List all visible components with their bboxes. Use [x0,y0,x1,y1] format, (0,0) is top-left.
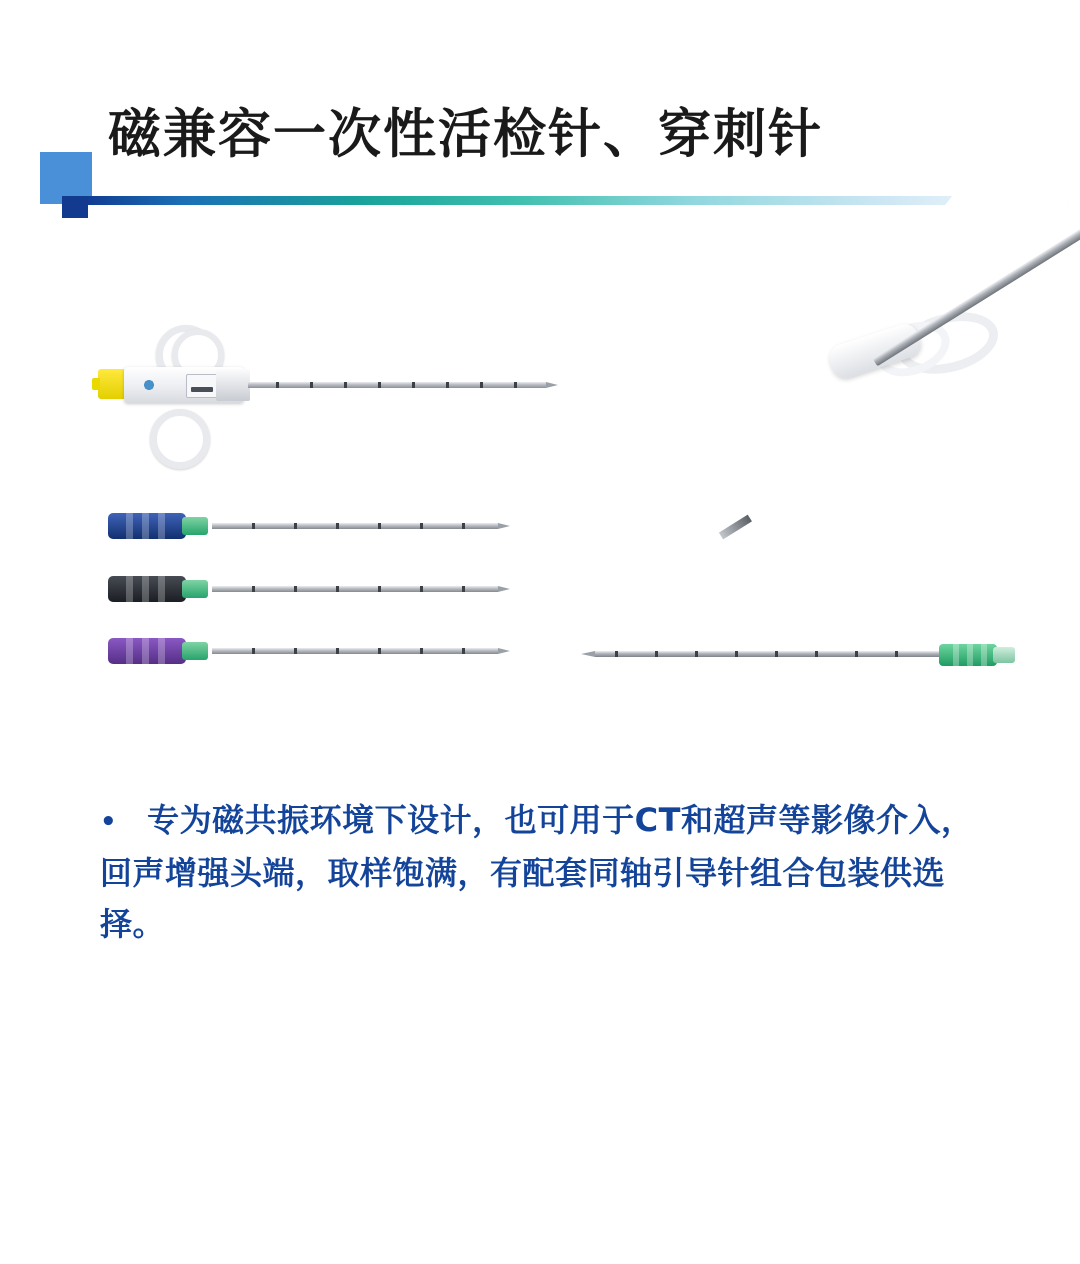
needle-shaft [212,523,498,529]
coaxial-needle-blue [108,505,508,545]
gun-needle-tip [546,382,558,388]
angled-needle-tip [719,515,752,540]
coaxial-needle-purple [108,630,508,670]
gun-brand-logo-icon [142,378,176,392]
angled-puncture-needle [575,300,1015,560]
long-needle-tip [581,651,595,657]
biopsy-gun [98,325,548,465]
product-photo [0,280,1080,740]
description-paragraph [100,795,980,950]
needle-hub-cap-green [182,642,208,660]
needle-hub-cap-green [182,580,208,598]
needle-hub-black [108,576,186,602]
needle-tip [498,586,510,592]
needle-tip [498,523,510,529]
bullet-icon: • [100,806,118,837]
divider-cap [62,196,88,218]
long-needle-hub-cap [993,647,1015,663]
page-header [0,0,1080,230]
gun-control-window [186,374,218,398]
gun-needle-shaft [248,382,546,388]
long-needle-shaft [595,651,945,657]
needle-hub-cap-green [182,517,208,535]
needle-tip [498,648,510,654]
needle-shaft [212,586,498,592]
gradient-divider [62,196,1072,205]
divider-slant-mask [937,186,1080,216]
description-text: 专为磁共振环境下设计，也可用于CT和超声等影像介入，回声增强头端，取样饱满，有配套同轴引导针组合包装供选择。 [100,801,974,943]
needle-shaft [212,648,498,654]
coaxial-needle-black [108,568,508,608]
gun-needle-collar [216,369,250,401]
page-title: 磁兼容一次性活检针、穿刺针 [108,104,823,165]
needle-hub-purple [108,638,186,664]
long-needle-hub-green [939,644,997,666]
long-green-hub-needle [595,640,1015,670]
needle-hub-blue [108,513,186,539]
gun-finger-ring-bottom [150,409,210,469]
